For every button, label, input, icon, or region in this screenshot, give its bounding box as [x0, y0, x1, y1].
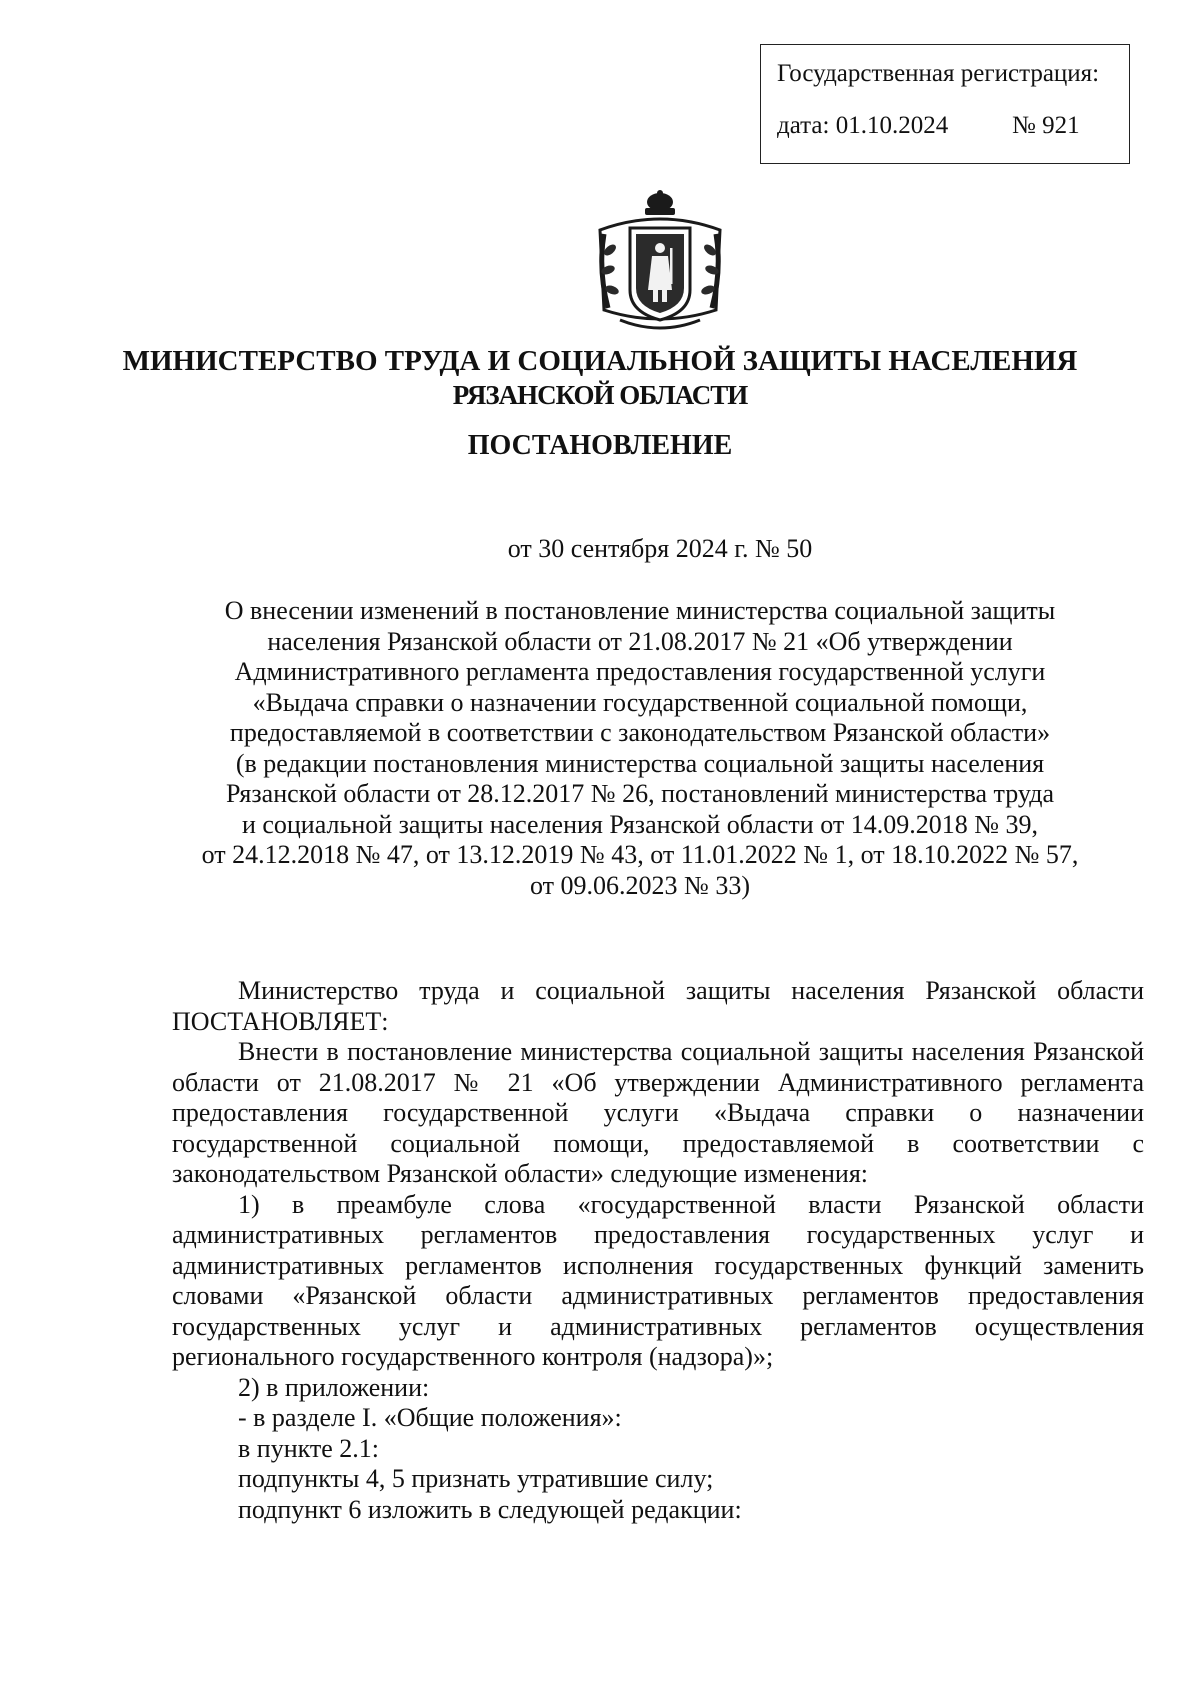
body-paragraph-subpoint-6: подпункт 6 изложить в следующей редакции: [238, 1494, 742, 1524]
ryazan-coat-of-arms-icon [590, 190, 730, 338]
title-line: «Выдача справки о назначении государственной социальной помощи, [252, 687, 1028, 717]
body-paragraph-subpoints: подпункты 4, 5 признать утратившие силу; [238, 1464, 714, 1493]
title-line: Административного регламента предоставления государственной услуги [234, 657, 1046, 686]
title-line: населения Рязанской области от 21.08.2017 № 21 «Об утверждении [267, 626, 1013, 656]
title-line: от 09.06.2023 № 33) [530, 870, 750, 900]
registration-heading: Государственная регистрация: [777, 60, 1100, 87]
body-paragraph-resolves: Министерство труда и социальной защиты населения Рязанской области ПОСТАНОВЛЯЕТ: [172, 976, 1144, 1036]
title-line: (в редакции постановления министерства социальной защиты населения [235, 748, 1045, 778]
body-paragraph-point: в пункте 2.1: [238, 1433, 380, 1463]
registration-stamp [760, 44, 1130, 164]
body-paragraph-section: - в разделе I. «Общие положения»: [238, 1403, 622, 1432]
document-date: от 30 сентября 2024 г. № 50 [507, 534, 813, 563]
ministry-name-line1: МИНИСТЕРСТВО ТРУДА И СОЦИАЛЬНОЙ ЗАЩИТЫ НАСЕЛЕНИЯ [122, 345, 1078, 377]
document-type: ПОСТАНОВЛЕНИЕ [467, 430, 733, 461]
registration-date: дата: 01.10.2024 [777, 112, 949, 139]
body-paragraph-item-2: 2) в приложении: [238, 1372, 430, 1402]
document-body [172, 976, 1144, 1525]
title-line: Рязанской области от 28.12.2017 № 26, постановлений министерства труда [225, 779, 1055, 808]
ministry-name [0, 344, 1200, 412]
title-line: О внесении изменений в постановление министерства социальной защиты [224, 596, 1056, 625]
title-line: предоставляемой в соответствии с законодательством Рязанской области» [229, 718, 1051, 747]
body-paragraph-amend: Внести в постановление министерства социальной защиты населения Рязанской области от 21.08.2017 № 21 «Об утверждении Административного регламента предоставления государственной услуги «Выдача справки о назначении государственной социальной помощи, предоставляемой в соответствии с законодательством Рязанской области» следующие изменения: [172, 1037, 1144, 1188]
title-line: и социальной защиты населения Рязанской области от 14.09.2018 № 39, [241, 809, 1039, 839]
document-title [160, 596, 1120, 901]
title-line: от 24.12.2018 № 47, от 13.12.2019 № 43, от 11.01.2022 № 1, от 18.10.2022 № 57, [201, 840, 1079, 869]
registration-number: № 921 [1012, 112, 1080, 139]
body-paragraph-item-1: 1) в преамбуле слова «государственной власти Рязанской области административных регламентов предоставления государственных услуг и административных регламентов исполнения государственных функций заменить словами «Рязанской области административных регламентов предоставления государственных услуг и административных регламентов осуществления регионального государственного контроля (надзора)»; [172, 1189, 1144, 1371]
ministry-name-line2: РЯЗАНСКОЙ ОБЛАСТИ [452, 380, 748, 410]
